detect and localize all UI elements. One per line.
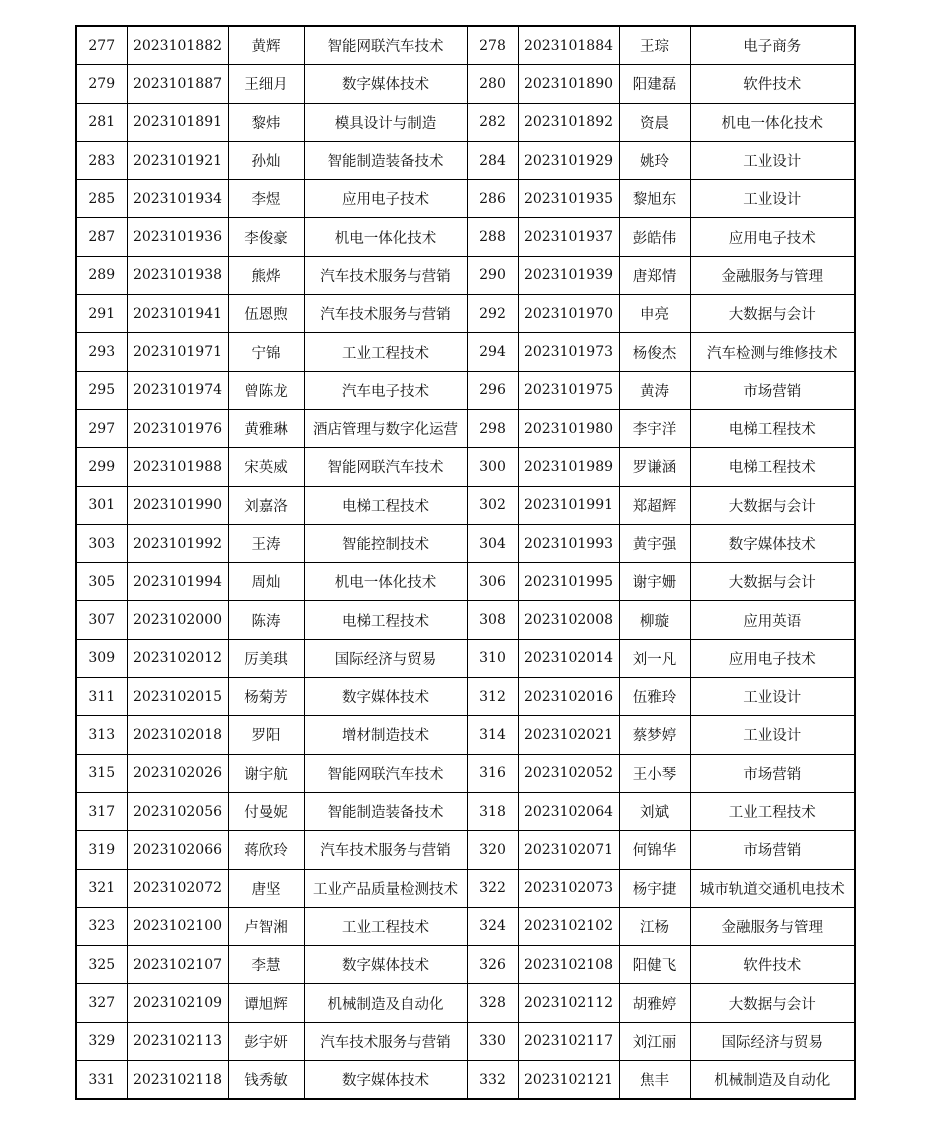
serial-number-cell: 315 [76,754,127,792]
major-cell: 大数据与会计 [690,563,855,601]
student-name-cell: 黄雅琳 [228,409,304,447]
serial-number-cell: 322 [467,869,518,907]
serial-number-cell: 302 [467,486,518,524]
student-id-cell: 2023102016 [518,678,619,716]
student-name-cell: 李俊豪 [228,218,304,256]
table-row [76,869,855,907]
student-id-cell: 2023101974 [127,371,228,409]
major-cell: 汽车技术服务与营销 [304,1022,467,1060]
student-id-cell: 2023101990 [127,486,228,524]
serial-number-cell: 314 [467,716,518,754]
student-id-cell: 2023101882 [127,26,228,65]
major-cell: 数字媒体技术 [304,678,467,716]
serial-number-cell: 300 [467,448,518,486]
major-cell: 机电一体化技术 [304,218,467,256]
student-name-cell: 周灿 [228,563,304,601]
serial-number-cell: 290 [467,256,518,294]
student-id-cell: 2023102107 [127,946,228,984]
serial-number-cell: 319 [76,831,127,869]
student-name-cell: 宁锦 [228,333,304,371]
student-name-cell: 钱秀敏 [228,1061,304,1100]
major-cell: 电梯工程技术 [690,409,855,447]
student-name-cell: 刘斌 [619,792,690,830]
serial-number-cell: 325 [76,946,127,984]
student-id-cell: 2023101934 [127,180,228,218]
table-row [76,524,855,562]
roster-body [76,26,855,1099]
major-cell: 工业设计 [690,180,855,218]
student-id-cell: 2023101929 [518,141,619,179]
major-cell: 机械制造及自动化 [304,984,467,1022]
major-cell: 机械制造及自动化 [690,1061,855,1100]
student-id-cell: 2023101993 [518,524,619,562]
student-name-cell: 江杨 [619,907,690,945]
serial-number-cell: 321 [76,869,127,907]
student-name-cell: 黄辉 [228,26,304,65]
student-id-cell: 2023102014 [518,639,619,677]
major-cell: 汽车检测与维修技术 [690,333,855,371]
student-name-cell: 刘嘉洛 [228,486,304,524]
serial-number-cell: 278 [467,26,518,65]
student-name-cell: 王细月 [228,65,304,103]
serial-number-cell: 331 [76,1061,127,1100]
student-id-cell: 2023101975 [518,371,619,409]
major-cell: 软件技术 [690,946,855,984]
major-cell: 大数据与会计 [690,984,855,1022]
table-row [76,409,855,447]
student-id-cell: 2023101980 [518,409,619,447]
student-name-cell: 蔡梦婷 [619,716,690,754]
table-row [76,141,855,179]
table-row [76,486,855,524]
serial-number-cell: 330 [467,1022,518,1060]
major-cell: 电梯工程技术 [690,448,855,486]
student-name-cell: 罗谦涵 [619,448,690,486]
serial-number-cell: 297 [76,409,127,447]
student-id-cell: 2023102108 [518,946,619,984]
major-cell: 电梯工程技术 [304,486,467,524]
major-cell: 汽车技术服务与营销 [304,831,467,869]
serial-number-cell: 295 [76,371,127,409]
table-row [76,831,855,869]
serial-number-cell: 312 [467,678,518,716]
table-row [76,256,855,294]
student-id-cell: 2023101936 [127,218,228,256]
student-name-cell: 焦丰 [619,1061,690,1100]
student-id-cell: 2023102000 [127,601,228,639]
table-row [76,65,855,103]
student-name-cell: 杨宇捷 [619,869,690,907]
table-row [76,1061,855,1100]
major-cell: 工业设计 [690,678,855,716]
major-cell: 大数据与会计 [690,486,855,524]
serial-number-cell: 327 [76,984,127,1022]
student-id-cell: 2023101937 [518,218,619,256]
serial-number-cell: 307 [76,601,127,639]
student-name-cell: 厉美琪 [228,639,304,677]
student-name-cell: 阳健飞 [619,946,690,984]
table-row [76,295,855,333]
student-name-cell: 熊烨 [228,256,304,294]
student-name-cell: 伍恩煦 [228,295,304,333]
student-id-cell: 2023101892 [518,103,619,141]
serial-number-cell: 310 [467,639,518,677]
major-cell: 工业设计 [690,141,855,179]
student-name-cell: 彭皓伟 [619,218,690,256]
major-cell: 电梯工程技术 [304,601,467,639]
student-name-cell: 刘一凡 [619,639,690,677]
major-cell: 数字媒体技术 [304,1061,467,1100]
student-id-cell: 2023101921 [127,141,228,179]
serial-number-cell: 296 [467,371,518,409]
student-name-cell: 罗阳 [228,716,304,754]
table-row [76,218,855,256]
major-cell: 市场营销 [690,754,855,792]
student-id-cell: 2023101939 [518,256,619,294]
major-cell: 智能制造装备技术 [304,141,467,179]
major-cell: 市场营销 [690,371,855,409]
serial-number-cell: 298 [467,409,518,447]
serial-number-cell: 301 [76,486,127,524]
serial-number-cell: 293 [76,333,127,371]
serial-number-cell: 328 [467,984,518,1022]
serial-number-cell: 306 [467,563,518,601]
student-name-cell: 姚玲 [619,141,690,179]
student-name-cell: 彭宇妍 [228,1022,304,1060]
student-id-cell: 2023102021 [518,716,619,754]
student-id-cell: 2023102102 [518,907,619,945]
table-row [76,716,855,754]
serial-number-cell: 299 [76,448,127,486]
student-name-cell: 阳建磊 [619,65,690,103]
student-name-cell: 李慧 [228,946,304,984]
student-id-cell: 2023101890 [518,65,619,103]
student-id-cell: 2023101970 [518,295,619,333]
table-row [76,563,855,601]
student-id-cell: 2023101994 [127,563,228,601]
major-cell: 应用英语 [690,601,855,639]
student-id-cell: 2023102109 [127,984,228,1022]
serial-number-cell: 304 [467,524,518,562]
major-cell: 智能控制技术 [304,524,467,562]
student-id-cell: 2023101884 [518,26,619,65]
student-id-cell: 2023102066 [127,831,228,869]
major-cell: 模具设计与制造 [304,103,467,141]
table-row [76,1022,855,1060]
student-name-cell: 黄涛 [619,371,690,409]
student-id-cell: 2023102072 [127,869,228,907]
student-id-cell: 2023101989 [518,448,619,486]
major-cell: 大数据与会计 [690,295,855,333]
serial-number-cell: 316 [467,754,518,792]
student-id-cell: 2023101887 [127,65,228,103]
student-name-cell: 付曼妮 [228,792,304,830]
table-row [76,678,855,716]
serial-number-cell: 311 [76,678,127,716]
serial-number-cell: 309 [76,639,127,677]
serial-number-cell: 303 [76,524,127,562]
major-cell: 机电一体化技术 [690,103,855,141]
student-name-cell: 王小琴 [619,754,690,792]
student-name-cell: 王琮 [619,26,690,65]
student-name-cell: 黎炜 [228,103,304,141]
serial-number-cell: 317 [76,792,127,830]
student-id-cell: 2023102052 [518,754,619,792]
student-id-cell: 2023101992 [127,524,228,562]
serial-number-cell: 292 [467,295,518,333]
student-id-cell: 2023101938 [127,256,228,294]
serial-number-cell: 305 [76,563,127,601]
student-id-cell: 2023102117 [518,1022,619,1060]
major-cell: 数字媒体技术 [690,524,855,562]
serial-number-cell: 318 [467,792,518,830]
student-name-cell: 刘江丽 [619,1022,690,1060]
student-id-cell: 2023102121 [518,1061,619,1100]
serial-number-cell: 282 [467,103,518,141]
student-id-cell: 2023102056 [127,792,228,830]
major-cell: 机电一体化技术 [304,563,467,601]
major-cell: 增材制造技术 [304,716,467,754]
student-id-cell: 2023101976 [127,409,228,447]
major-cell: 汽车技术服务与营销 [304,256,467,294]
serial-number-cell: 324 [467,907,518,945]
student-id-cell: 2023101991 [518,486,619,524]
student-id-cell: 2023102015 [127,678,228,716]
student-name-cell: 孙灿 [228,141,304,179]
table-row [76,448,855,486]
student-name-cell: 谭旭辉 [228,984,304,1022]
student-name-cell: 卢智湘 [228,907,304,945]
major-cell: 工业工程技术 [304,333,467,371]
serial-number-cell: 329 [76,1022,127,1060]
serial-number-cell: 332 [467,1061,518,1100]
student-id-cell: 2023102073 [518,869,619,907]
serial-number-cell: 279 [76,65,127,103]
student-id-cell: 2023102071 [518,831,619,869]
student-id-cell: 2023102018 [127,716,228,754]
table-row [76,371,855,409]
serial-number-cell: 286 [467,180,518,218]
serial-number-cell: 320 [467,831,518,869]
student-id-cell: 2023102064 [518,792,619,830]
table-row [76,180,855,218]
table-row [76,946,855,984]
table-row [76,639,855,677]
major-cell: 智能网联汽车技术 [304,26,467,65]
student-id-cell: 2023101995 [518,563,619,601]
serial-number-cell: 308 [467,601,518,639]
major-cell: 应用电子技术 [304,180,467,218]
serial-number-cell: 288 [467,218,518,256]
student-name-cell: 谢宇航 [228,754,304,792]
serial-number-cell: 294 [467,333,518,371]
table-row [76,333,855,371]
serial-number-cell: 280 [467,65,518,103]
student-name-cell: 申亮 [619,295,690,333]
student-name-cell: 李煜 [228,180,304,218]
student-roster-table [75,25,856,1100]
serial-number-cell: 277 [76,26,127,65]
table-row [76,984,855,1022]
serial-number-cell: 291 [76,295,127,333]
table-row [76,754,855,792]
major-cell: 数字媒体技术 [304,946,467,984]
student-id-cell: 2023102026 [127,754,228,792]
serial-number-cell: 289 [76,256,127,294]
major-cell: 应用电子技术 [690,218,855,256]
major-cell: 市场营销 [690,831,855,869]
major-cell: 数字媒体技术 [304,65,467,103]
table-row [76,26,855,65]
student-id-cell: 2023101988 [127,448,228,486]
serial-number-cell: 285 [76,180,127,218]
major-cell: 智能网联汽车技术 [304,754,467,792]
student-name-cell: 黄宇强 [619,524,690,562]
major-cell: 软件技术 [690,65,855,103]
serial-number-cell: 287 [76,218,127,256]
major-cell: 金融服务与管理 [690,907,855,945]
major-cell: 金融服务与管理 [690,256,855,294]
serial-number-cell: 283 [76,141,127,179]
serial-number-cell: 284 [467,141,518,179]
table-row [76,792,855,830]
table-row [76,907,855,945]
major-cell: 工业工程技术 [304,907,467,945]
student-name-cell: 李宇洋 [619,409,690,447]
student-name-cell: 宋英威 [228,448,304,486]
major-cell: 应用电子技术 [690,639,855,677]
major-cell: 国际经济与贸易 [304,639,467,677]
student-name-cell: 杨俊杰 [619,333,690,371]
student-id-cell: 2023102118 [127,1061,228,1100]
major-cell: 智能网联汽车技术 [304,448,467,486]
student-name-cell: 郑超辉 [619,486,690,524]
major-cell: 汽车电子技术 [304,371,467,409]
student-name-cell: 杨菊芳 [228,678,304,716]
student-name-cell: 黎旭东 [619,180,690,218]
major-cell: 工业工程技术 [690,792,855,830]
student-id-cell: 2023101891 [127,103,228,141]
student-name-cell: 陈涛 [228,601,304,639]
student-id-cell: 2023101971 [127,333,228,371]
serial-number-cell: 313 [76,716,127,754]
student-id-cell: 2023102100 [127,907,228,945]
student-name-cell: 伍雅玲 [619,678,690,716]
student-id-cell: 2023102113 [127,1022,228,1060]
student-id-cell: 2023101935 [518,180,619,218]
table-row [76,601,855,639]
major-cell: 智能制造装备技术 [304,792,467,830]
student-id-cell: 2023101941 [127,295,228,333]
student-name-cell: 曾陈龙 [228,371,304,409]
major-cell: 酒店管理与数字化运营 [304,409,467,447]
major-cell: 国际经济与贸易 [690,1022,855,1060]
student-name-cell: 谢宇姗 [619,563,690,601]
student-name-cell: 蒋欣玲 [228,831,304,869]
student-name-cell: 柳璇 [619,601,690,639]
major-cell: 汽车技术服务与营销 [304,295,467,333]
major-cell: 电子商务 [690,26,855,65]
serial-number-cell: 326 [467,946,518,984]
student-id-cell: 2023102012 [127,639,228,677]
student-id-cell: 2023101973 [518,333,619,371]
table-row [76,103,855,141]
student-name-cell: 王涛 [228,524,304,562]
student-name-cell: 唐郑情 [619,256,690,294]
major-cell: 工业设计 [690,716,855,754]
student-id-cell: 2023102008 [518,601,619,639]
major-cell: 城市轨道交通机电技术 [690,869,855,907]
student-name-cell: 何锦华 [619,831,690,869]
student-name-cell: 唐坚 [228,869,304,907]
student-id-cell: 2023102112 [518,984,619,1022]
serial-number-cell: 281 [76,103,127,141]
serial-number-cell: 323 [76,907,127,945]
student-name-cell: 资晨 [619,103,690,141]
major-cell: 工业产品质量检测技术 [304,869,467,907]
student-name-cell: 胡雅婷 [619,984,690,1022]
